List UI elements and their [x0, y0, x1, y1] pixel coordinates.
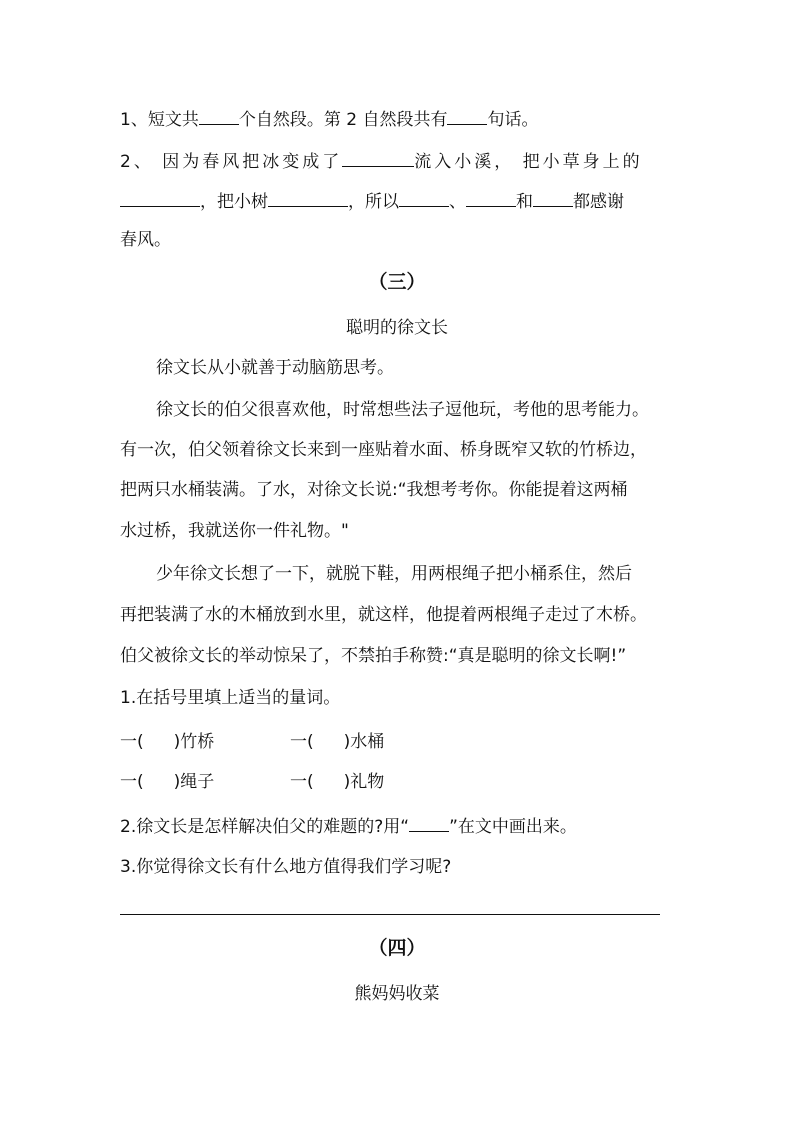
paragraph-line: 把两只水桶装满。了水，对徐文长说:“我想考考你。你能提着这两桶 [120, 480, 628, 500]
paragraph-line: 水过桥，我就送你一件礼物。" [120, 521, 349, 541]
paragraph-line: 徐文长的伯父很喜欢他，时常想些法子逗他玩，考他的思考能力。 [156, 400, 649, 420]
blank-line [533, 190, 573, 207]
paragraph-line: 少年徐文长想了一下，就脱下鞋，用两根绳子把小桶系住，然后 [156, 564, 632, 584]
blank-line [466, 190, 516, 207]
paragraph-line: 徐文长从小就善于动脑筋思考。 [156, 358, 394, 378]
blank-line [409, 815, 449, 832]
answer-line [120, 914, 660, 915]
question-1-measure-words: 1.在括号里填上适当的量词。 [120, 688, 341, 708]
blank-line [268, 190, 348, 207]
section-heading-4: （四） [368, 937, 426, 959]
measure-word-item: 一( )礼物 [290, 772, 385, 792]
blank-line [399, 190, 449, 207]
question-2-underline: 2.徐文长是怎样解决伯父的难题的?用“ ”在文中画出来。 [120, 817, 577, 837]
blank-line [199, 108, 239, 125]
question-2-text-end: 春风。 [120, 230, 171, 250]
section-heading-3: （三） [368, 271, 426, 293]
passage-title: 聪明的徐文长 [346, 318, 448, 338]
measure-word-item: 一( )绳子 [120, 772, 215, 792]
question-2-text: 2、 因为春风把冰变成了 流入小溪， 把小草身上的 [120, 152, 643, 172]
measure-word-item: 一( )水桶 [290, 732, 385, 752]
question-2-text-cont: ，把小树 ，所以 、 和 都感谢 [120, 190, 624, 212]
blank-line [120, 190, 200, 207]
paragraph-line: 伯父被徐文长的举动惊呆了，不禁拍手称赞:“真是聪明的徐文长啊!” [120, 646, 627, 666]
question-1-text: 1、短文共 个自然段。第 2 自然段共有 句话。 [120, 110, 539, 130]
question-3-learn: 3.你觉得徐文长有什么地方值得我们学习呢? [120, 857, 452, 877]
blank-line [447, 108, 487, 125]
blank-line [342, 150, 414, 167]
paragraph-line: 再把装满了水的木桶放到水里，就这样，他提着两根绳子走过了木桥。 [120, 605, 647, 625]
measure-word-item: 一( )竹桥 [120, 732, 215, 752]
paragraph-line: 有一次，伯父领着徐文长来到一座贴着水面、桥身既窄又软的竹桥边， [120, 440, 647, 460]
passage-title: 熊妈妈收菜 [354, 984, 440, 1004]
